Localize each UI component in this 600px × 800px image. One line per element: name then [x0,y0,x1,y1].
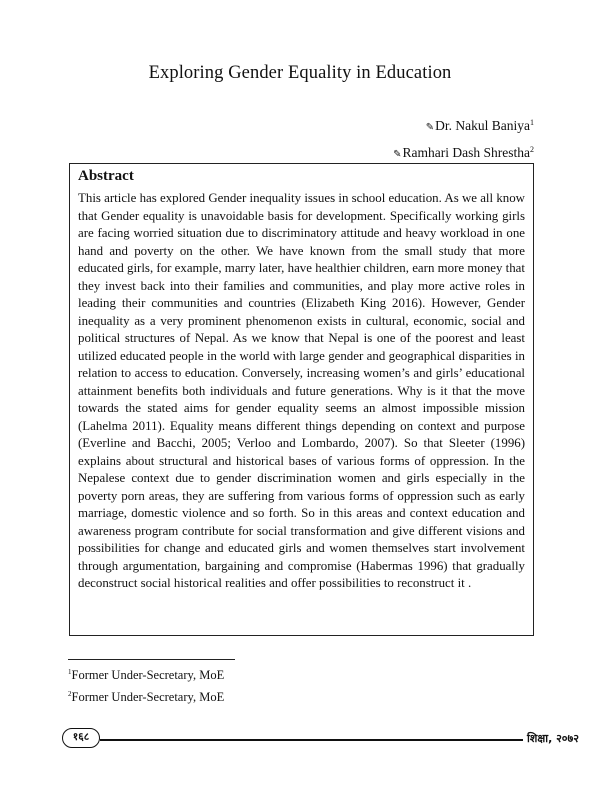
author-1 [426,118,534,134]
footer-rule [100,739,523,741]
footnote-text: Former Under-Secretary, MoE [71,668,225,682]
footnote-1 [68,668,224,683]
footnote-mark: 1 [68,668,72,676]
journal-name: शिक्षा, २०७२ [527,732,579,745]
pen-icon: ✎ [425,122,435,133]
footnote-divider [68,659,235,660]
page-number: १६८ [62,728,100,748]
abstract-box [69,163,534,636]
footnote-2 [68,690,224,705]
abstract-body: This article has explored Gender inequality issues in school education. As we all know that Gender equality is unavoidable basis for development. Specifically working girls are facing worried situation due to discriminatory attitude and heavy workload in one hand and poverty on the other. We have known from the small study that more educated girls, for example, marry later, have healthier children, earn more money that they invest back into their families and communities, and play more active roles in leading their communities and countries (Elizabeth King 2016). However, Gender inequality as a very prominent phenomenon exists in cultural, economic, social and political structures of Nepal. As we know that Nepal is one of the poorest and least utilized educated people in the world with large gender and geographical disparities in relation to access to education. Conversely, increasing women’s and girls’ educational attainment benefits both individuals and future generations. Why is it that the move towards the stated aims for gender equality seems an almost impossible mission (Lahelma 2011). Equality means different things depending on context and purpose (Everline and Bacchi, 2005; Verloo and Lombardo, 2007). So that Sleeter (1996) explains about structural and historical bases of various forms of oppression. In the Nepalese context due to gender discrimination women and girls especially in the poverty porn areas, they are suffering from various forms of oppression such as early marriage, domestic violence and so forth. So in this areas and context education and awareness program contribute for social transformation and give different visions and possibilities for change and educated girls and women themselves start involvement through argumentation, bargaining and compromise (Habermas 1996) that gradually deconstruct social historical realities and offer possibilities to reconstruct it . [78,191,525,590]
author-name: Ramhari Dash Shrestha [402,145,530,160]
footnote-mark: 2 [68,690,72,698]
footnote-text: Former Under-Secretary, MoE [71,690,225,704]
pen-icon: ✎ [393,149,402,160]
footnote-ref[interactable]: 1 [530,118,534,127]
footnote-ref[interactable]: 2 [530,145,534,154]
author-name: Dr. Nakul Baniya [435,118,530,133]
abstract-heading: Abstract [78,168,134,184]
author-2 [393,145,534,161]
article-title: Exploring Gender Equality in Education [148,63,452,83]
